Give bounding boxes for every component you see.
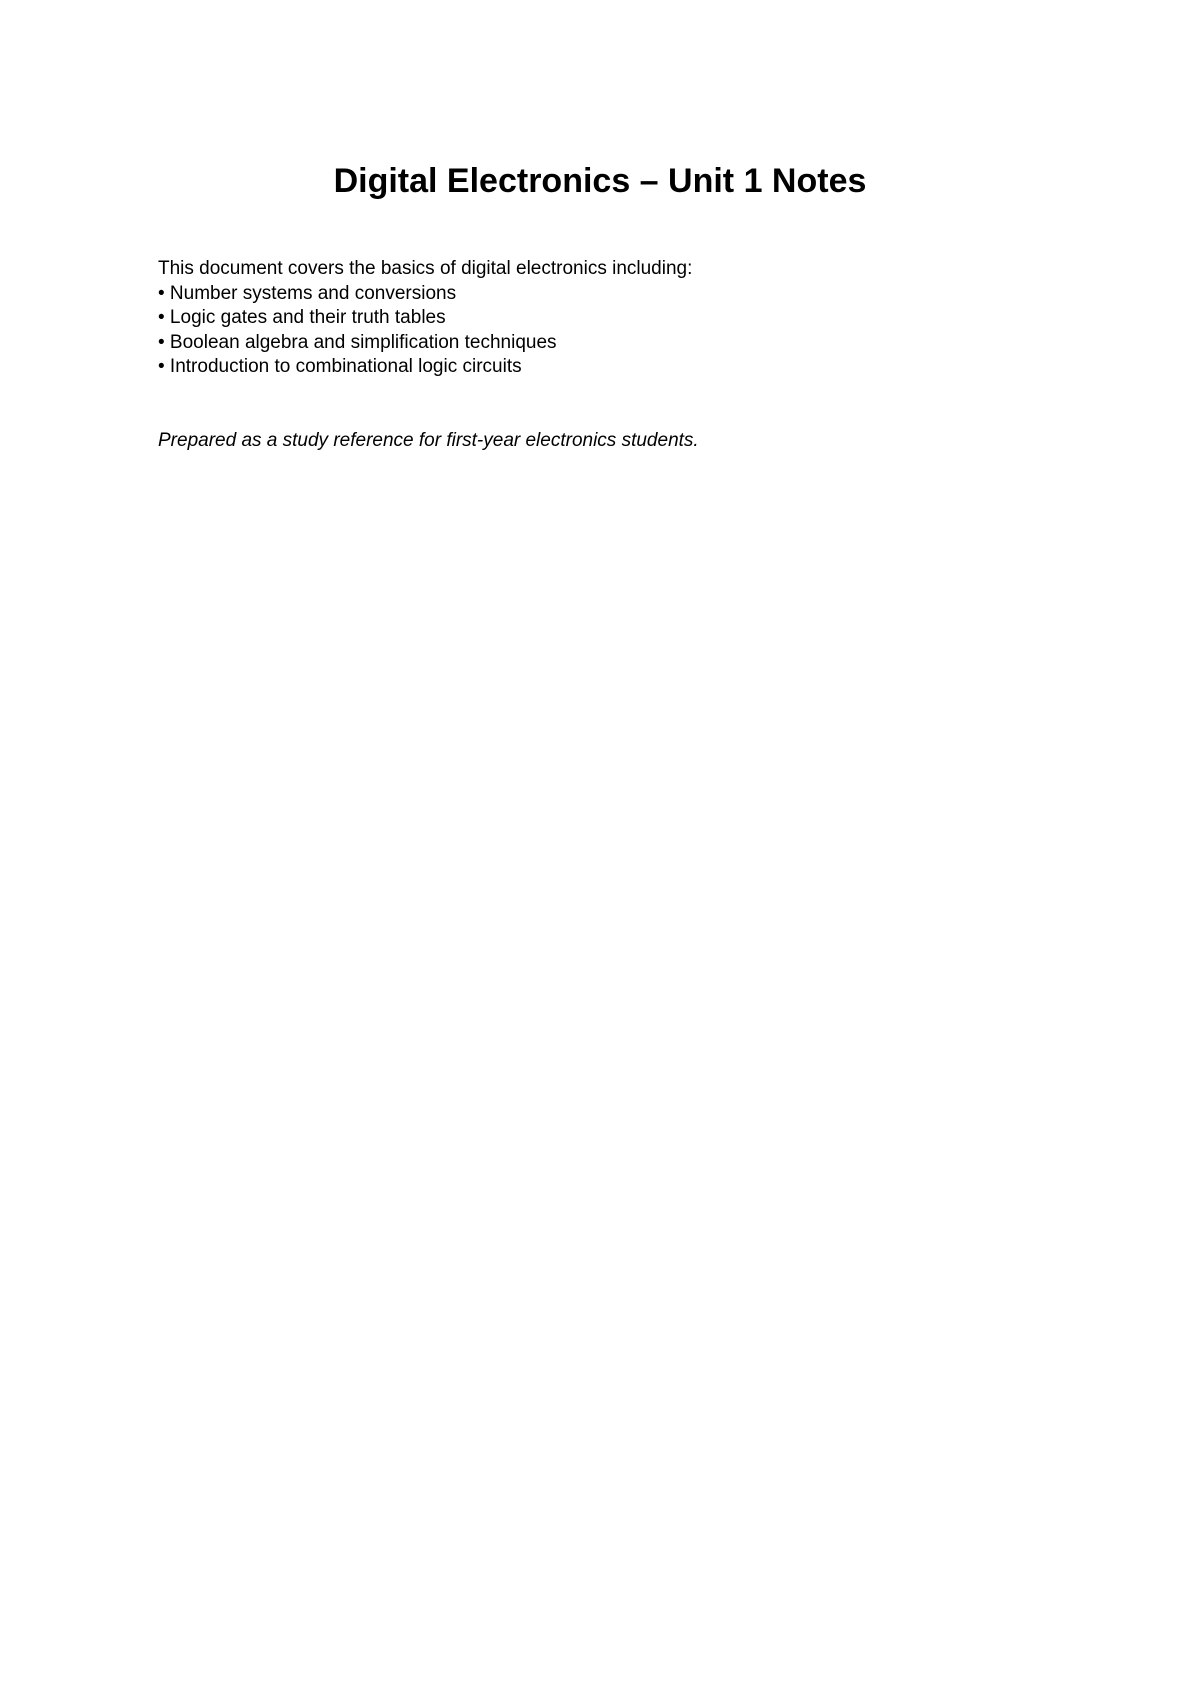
document-title: Digital Electronics – Unit 1 Notes (333, 162, 867, 200)
topic-list (158, 282, 1058, 380)
list-item: • Introduction to combinational logic circuits (158, 356, 522, 377)
intro-paragraph: This document covers the basics of digital electronics including: (158, 258, 693, 279)
document-body (158, 257, 1058, 380)
list-item: • Number systems and conversions (158, 282, 457, 304)
list-item: • Boolean algebra and simplification techniques (158, 331, 557, 353)
prepared-note: Prepared as a study reference for first-year electronics students. (158, 430, 699, 451)
list-item: • Logic gates and their truth tables (158, 307, 446, 328)
